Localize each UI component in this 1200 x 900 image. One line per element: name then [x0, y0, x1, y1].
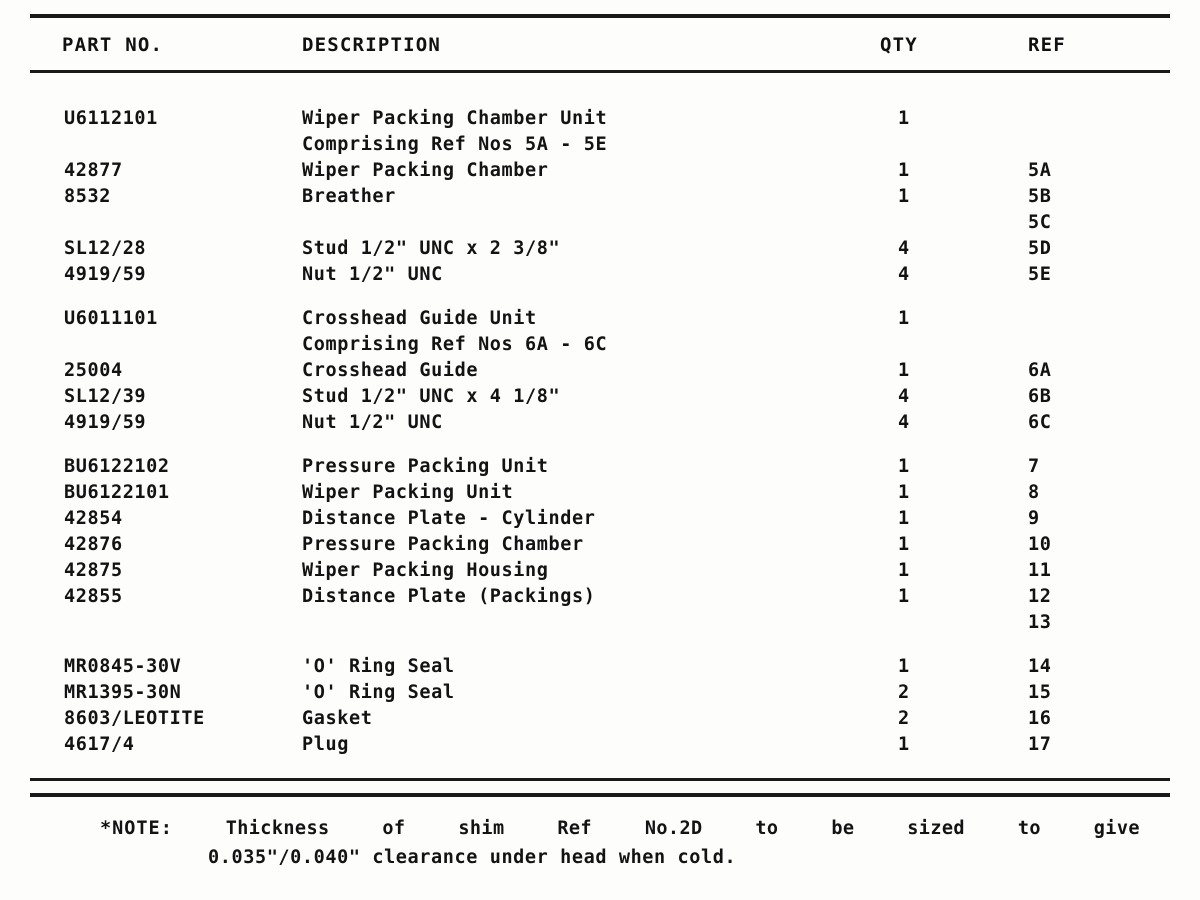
cell-qty: 4: [898, 386, 910, 407]
cell-part-no: 4617/4: [64, 734, 135, 755]
table-row: [0, 360, 1200, 386]
cell-ref: 5B: [1028, 186, 1052, 207]
note-word: sized: [907, 818, 965, 839]
cell-qty: 1: [898, 482, 910, 503]
cell-description: Nut 1/2" UNC: [302, 264, 443, 285]
cell-description: 'O' Ring Seal: [302, 682, 455, 703]
note-word: No.2D: [644, 818, 703, 839]
cell-part-no: BU6122102: [64, 456, 170, 477]
cell-description: 'O' Ring Seal: [302, 656, 455, 677]
cell-qty: 1: [898, 734, 910, 755]
cell-part-no: 42854: [64, 508, 123, 529]
cell-qty: 1: [898, 160, 910, 181]
cell-part-no: U6112101: [64, 108, 158, 129]
table-header-row: [0, 34, 1200, 64]
cell-ref: 5E: [1028, 264, 1052, 285]
cell-ref: 6C: [1028, 412, 1052, 433]
table-row: [0, 734, 1200, 760]
note-word: Ref: [557, 818, 592, 839]
cell-part-no: SL12/28: [64, 238, 147, 259]
table-row: [0, 186, 1200, 212]
cell-ref: 6B: [1028, 386, 1052, 407]
cell-qty: 1: [898, 534, 910, 555]
column-header-qty: QTY: [880, 34, 918, 56]
table-row: [0, 108, 1200, 134]
cell-qty: 4: [898, 412, 910, 433]
table-row: [0, 238, 1200, 264]
table-row: [0, 160, 1200, 186]
table-row: [0, 656, 1200, 682]
cell-description: Distance Plate - Cylinder: [302, 508, 596, 529]
cell-description: Comprising Ref Nos 5A - 5E: [302, 134, 608, 155]
cell-qty: 2: [898, 682, 910, 703]
note-word: of: [382, 818, 406, 839]
note-word: to: [755, 818, 779, 839]
cell-description: Wiper Packing Housing: [302, 560, 549, 581]
column-header-ref: REF: [1028, 34, 1066, 56]
cell-ref: 8: [1028, 482, 1040, 503]
cell-description: Wiper Packing Chamber Unit: [302, 108, 608, 129]
column-header-description: DESCRIPTION: [302, 34, 442, 56]
cell-part-no: 42875: [64, 560, 123, 581]
cell-description: Comprising Ref Nos 6A - 6C: [302, 334, 608, 355]
parts-table-body: [0, 108, 1200, 760]
cell-description: Crosshead Guide: [302, 360, 479, 381]
table-row: [0, 264, 1200, 290]
note-word: be: [831, 818, 855, 839]
table-row: [0, 482, 1200, 508]
cell-part-no: 42855: [64, 586, 123, 607]
cell-ref: 5D: [1028, 238, 1052, 259]
cell-qty: 1: [898, 108, 910, 129]
note-line-two: 0.035"/0.040" clearance under head when cold.: [208, 847, 737, 868]
cell-description: Pressure Packing Unit: [302, 456, 549, 477]
cell-description: Wiper Packing Chamber: [302, 160, 549, 181]
cell-qty: 1: [898, 360, 910, 381]
table-row: [0, 386, 1200, 412]
table-row: [0, 612, 1200, 638]
column-header-part-no: PART NO.: [62, 34, 164, 56]
cell-part-no: BU6122101: [64, 482, 170, 503]
cell-description: Wiper Packing Unit: [302, 482, 514, 503]
table-row: [0, 682, 1200, 708]
cell-part-no: MR0845-30V: [64, 656, 182, 677]
cell-qty: 1: [898, 656, 910, 677]
table-row: [0, 560, 1200, 586]
cell-description: Distance Plate (Packings): [302, 586, 596, 607]
cell-ref: 10: [1028, 534, 1052, 555]
note-word: shim: [458, 818, 505, 839]
cell-ref: 14: [1028, 656, 1052, 677]
cell-description: Crosshead Guide Unit: [302, 308, 537, 329]
cell-ref: 5C: [1028, 212, 1052, 233]
header-divider-rule: [30, 70, 1170, 73]
cell-part-no: 4919/59: [64, 264, 147, 285]
cell-ref: 7: [1028, 456, 1040, 477]
cell-ref: 15: [1028, 682, 1052, 703]
note-word: Thickness: [225, 818, 330, 839]
table-row: [0, 708, 1200, 734]
cell-description: Stud 1/2" UNC x 2 3/8": [302, 238, 561, 259]
table-row: [0, 586, 1200, 612]
note-line-one: [100, 818, 1140, 839]
cell-ref: 5A: [1028, 160, 1052, 181]
table-row: [0, 334, 1200, 360]
table-row: [0, 508, 1200, 534]
cell-qty: 1: [898, 508, 910, 529]
cell-description: Breather: [302, 186, 396, 207]
table-row: [0, 212, 1200, 238]
cell-part-no: U6011101: [64, 308, 158, 329]
table-row: [0, 308, 1200, 334]
cell-part-no: 42877: [64, 160, 123, 181]
cell-qty: 1: [898, 560, 910, 581]
cell-description: Nut 1/2" UNC: [302, 412, 443, 433]
cell-description: Stud 1/2" UNC x 4 1/8": [302, 386, 561, 407]
cell-part-no: 8603/LEOTITE: [64, 708, 205, 729]
bottom-divider-rule: [30, 793, 1170, 797]
table-row: [0, 134, 1200, 160]
cell-part-no: 8532: [64, 186, 111, 207]
cell-ref: 16: [1028, 708, 1052, 729]
note-label: *NOTE:: [100, 818, 173, 839]
table-row: [0, 412, 1200, 438]
cell-ref: 9: [1028, 508, 1040, 529]
table-row: [0, 456, 1200, 482]
cell-qty: 2: [898, 708, 910, 729]
cell-part-no: SL12/39: [64, 386, 147, 407]
cell-qty: 1: [898, 456, 910, 477]
note-word: give: [1093, 818, 1140, 839]
table-row: [0, 534, 1200, 560]
top-divider-rule: [30, 14, 1170, 18]
cell-qty: 1: [898, 308, 910, 329]
cell-description: Pressure Packing Chamber: [302, 534, 584, 555]
cell-qty: 4: [898, 238, 910, 259]
cell-description: Gasket: [302, 708, 373, 729]
cell-ref: 12: [1028, 586, 1052, 607]
cell-ref: 17: [1028, 734, 1052, 755]
cell-part-no: 25004: [64, 360, 123, 381]
cell-ref: 6A: [1028, 360, 1052, 381]
cell-qty: 1: [898, 186, 910, 207]
cell-description: Plug: [302, 734, 349, 755]
cell-qty: 4: [898, 264, 910, 285]
cell-part-no: 4919/59: [64, 412, 147, 433]
body-end-divider-rule: [30, 778, 1170, 781]
cell-ref: 13: [1028, 612, 1052, 633]
cell-part-no: MR1395-30N: [64, 682, 182, 703]
note-word: to: [1017, 818, 1041, 839]
cell-qty: 1: [898, 586, 910, 607]
cell-part-no: 42876: [64, 534, 123, 555]
note-block: [100, 818, 1150, 868]
cell-ref: 11: [1028, 560, 1052, 581]
